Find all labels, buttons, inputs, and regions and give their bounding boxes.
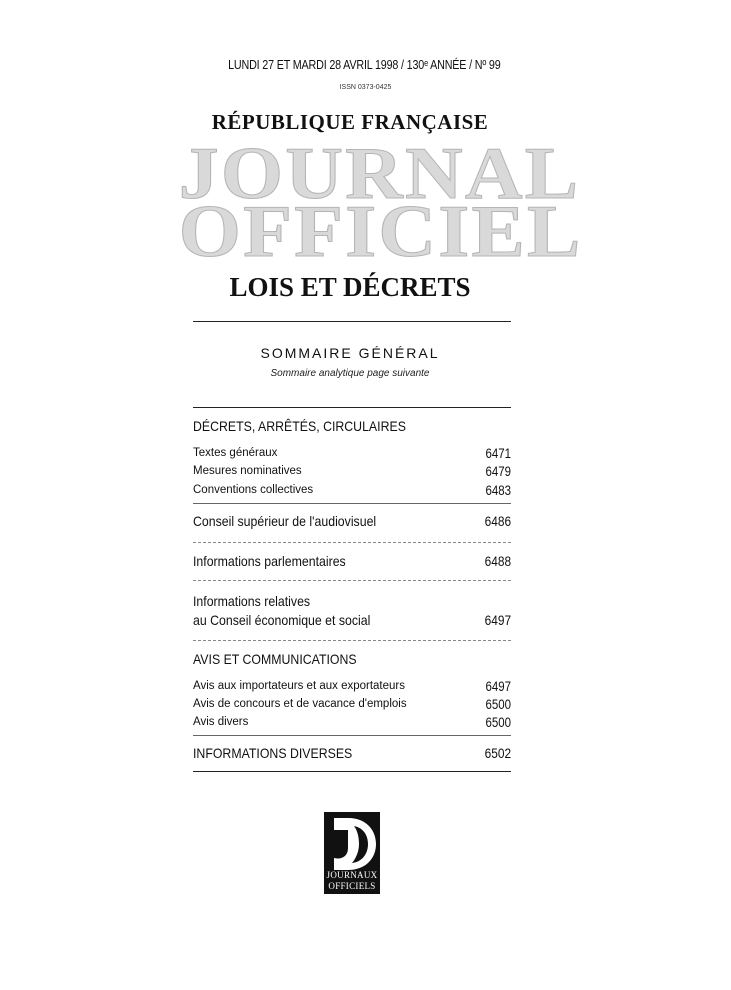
item-label: Avis de concours et de vacance d'emplois	[193, 698, 407, 710]
divider	[193, 321, 511, 322]
list-item	[193, 716, 511, 732]
item-page: 6502	[484, 745, 511, 761]
section-heading-avis: AVIS ET COMMUNICATIONS	[193, 651, 357, 667]
item-label: INFORMATIONS DIVERSES	[193, 745, 353, 761]
item-label: Mesures nominatives	[193, 465, 302, 477]
item-label: Conseil supérieur de l'audiovisuel	[193, 513, 377, 529]
item-page: 6488	[484, 553, 511, 569]
divider	[193, 735, 511, 736]
list-item	[193, 680, 511, 696]
divider	[193, 503, 511, 504]
item-page: 6471	[485, 446, 511, 461]
list-item	[193, 698, 511, 714]
dateline: LUNDI 27 ET MARDI 28 AVRIL 1998 / 130ᵉ ANNÉE / Nº 99	[228, 58, 501, 72]
section-heading-decrets: DÉCRETS, ARRÊTÉS, CIRCULAIRES	[193, 418, 406, 434]
item-label: Informations parlementaires	[193, 553, 346, 569]
logo-line2: OFFICIELS	[328, 881, 376, 891]
journaux-officiels-logo	[324, 812, 380, 894]
item-label: Conventions collectives	[193, 484, 314, 496]
divider	[193, 640, 511, 641]
sommaire-title: SOMMAIRE GÉNÉRAL	[260, 345, 440, 361]
list-item	[193, 447, 511, 463]
logo-line1: JOURNAUX	[326, 870, 378, 880]
jo-emblem-icon	[324, 812, 380, 876]
item-page: 6500	[485, 697, 511, 712]
item-label: Informations relatives	[193, 593, 311, 609]
item-page: 6497	[485, 679, 511, 694]
edition-title: LOIS ET DÉCRETS	[229, 272, 471, 302]
masthead-officiel: OFFICIEL	[178, 191, 583, 273]
item-page: 6479	[485, 464, 511, 479]
list-item	[193, 465, 511, 481]
item-label: Textes généraux	[193, 447, 278, 459]
item-page: 6497	[484, 612, 511, 628]
issn: ISSN 0373-0425	[339, 84, 392, 91]
item-page: 6483	[485, 483, 511, 498]
item-label: au Conseil économique et social	[193, 612, 371, 628]
divider	[193, 542, 511, 543]
masthead-journal: JOURNAL	[178, 133, 581, 215]
list-item	[193, 484, 511, 500]
item-label: Avis divers	[193, 716, 249, 728]
item-label: Avis aux importateurs et aux exportateurs	[193, 680, 406, 692]
divider	[193, 771, 511, 772]
republique-francaise: RÉPUBLIQUE FRANÇAISE	[211, 110, 489, 134]
divider	[193, 580, 511, 581]
divider	[193, 407, 511, 408]
item-page: 6500	[485, 715, 511, 730]
sommaire-subtitle: Sommaire analytique page suivante	[270, 368, 430, 379]
item-page: 6486	[484, 513, 511, 529]
